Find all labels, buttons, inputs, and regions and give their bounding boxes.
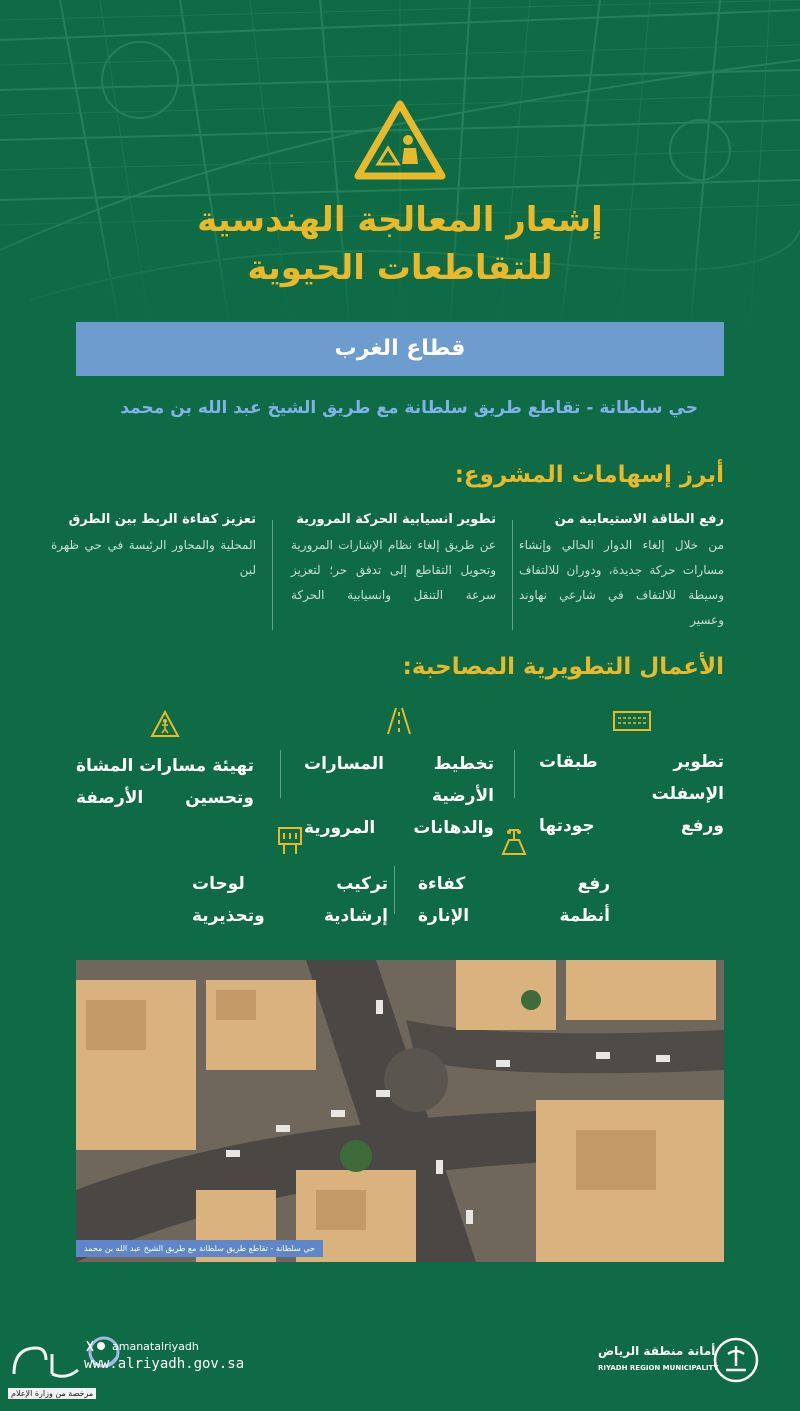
column-divider: [394, 866, 395, 914]
column-divider: [272, 520, 273, 630]
work-label-line1: تركيب لوحات: [192, 874, 388, 894]
contribution-title: تطوير انسيابية الحركة المرورية: [296, 512, 496, 527]
work-label-line1: تطوير طبقات الإسفلت: [539, 752, 724, 804]
road-works-warning-icon: [352, 98, 448, 184]
contribution-text: المحلية والمحاور الرئيسة في حي ظهرة لبن: [51, 538, 256, 577]
page-title-line2: للتقاطعات الحيوية: [247, 248, 553, 288]
contribution-item: [51, 512, 256, 583]
works-heading: الأعمال التطويرية المصاحبة:: [402, 654, 724, 680]
contribution-text: من خلال إلغاء الدوار الحالي وإنشاء مسارات حركة جديدة، ودوران للالتفاف وسيطة للالتفاف في شارعي نهاوند وعسير: [519, 538, 724, 627]
contributions-heading: أبرز إسهامات المشروع:: [454, 462, 724, 488]
social-handle: amanatalriyadh: [112, 1340, 199, 1353]
website-url: www.alriyadh.gov.sa: [84, 1356, 245, 1372]
social-media-icons: [86, 1340, 110, 1352]
work-item: [76, 710, 254, 814]
work-label-line2: والدهانات المرورية: [304, 818, 494, 838]
contribution-title: تعزيز كفاءة الربط بين الطرق: [68, 512, 256, 527]
road-markings-icon: [384, 706, 414, 736]
page-title-line1: إشعار المعالجة الهندسية: [197, 200, 603, 240]
column-divider: [280, 750, 281, 798]
municipality-name-arabic: أمانة منطقة الرياض: [598, 1344, 716, 1358]
work-label-line2: وتحسين الأرصفة: [76, 788, 254, 808]
contribution-text: عن طريق إلغاء نظام الإشارات المرورية وتحويل التقاطع إلى تدفق حر؛ لتعزيز سرعة التنقل وانسيابية الحركة: [291, 538, 496, 602]
watermark-text: مرخصة من وزارة الإعلام: [8, 1388, 96, 1399]
work-item: [192, 826, 388, 932]
aerial-intersection-photo: [76, 960, 724, 1262]
contribution-item: [291, 512, 496, 608]
work-label-line2: إرشادية وتحذيرية: [192, 906, 388, 926]
pedestrian-crossing-icon: [150, 710, 180, 738]
work-label-line1: تخطيط المسارات الأرضية: [304, 754, 494, 806]
column-divider: [512, 520, 513, 630]
work-label-line2: أنظمة الإنارة: [418, 906, 610, 926]
municipality-name-english: RIYADH REGION MUNICIPALITY: [598, 1364, 719, 1372]
work-label-line1: تهيئة مسارات المشاة: [76, 756, 254, 776]
location-text: حي سلطانة - تقاطع طريق سلطانة مع طريق الشيخ عبد الله بن محمد: [120, 398, 698, 418]
work-item: [418, 826, 610, 932]
work-item: [304, 706, 494, 844]
signboard-icon: [277, 826, 303, 856]
photo-caption: حي سلطانة - تقاطع طريق سلطانة مع طريق الشيخ عبد الله بن محمد: [76, 1240, 323, 1257]
street-lighting-icon: [499, 826, 529, 856]
contribution-item: [519, 512, 724, 633]
work-label-line2: ورفع جودتها: [539, 816, 724, 836]
sector-label: قطاع الغرب: [76, 322, 724, 376]
column-divider: [514, 750, 515, 798]
contribution-title: رفع الطاقة الاستيعابية من: [554, 512, 724, 527]
work-label-line1: رفع كفاءة: [418, 874, 610, 894]
asphalt-layers-icon: [612, 708, 652, 734]
riyadh-municipality-logo-icon: [712, 1336, 760, 1384]
work-item: [539, 708, 724, 842]
